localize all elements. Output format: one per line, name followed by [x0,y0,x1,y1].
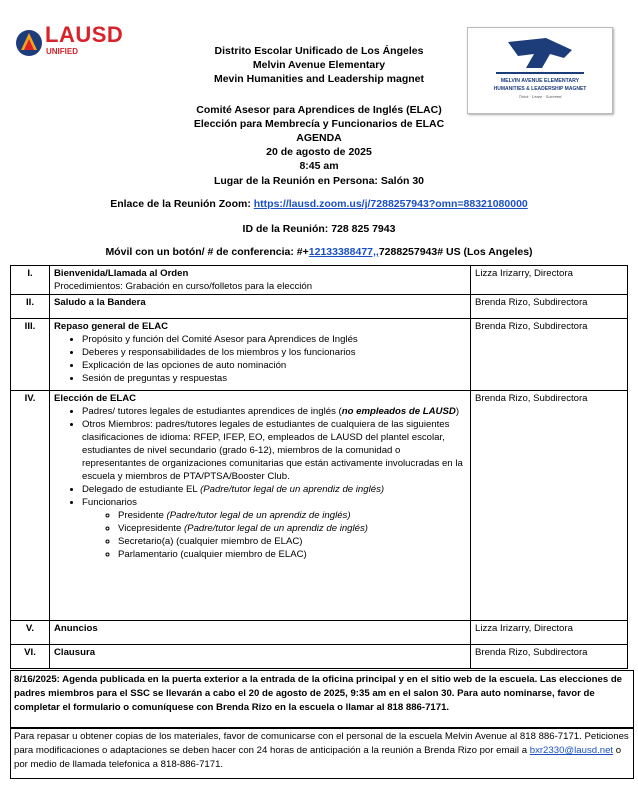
list-item: • Padres/ tutores legales de estudiantes aprendices de inglés (no empleados de LAUSD) [82,405,466,418]
item-list [54,405,466,561]
meeting-id: ID de la Reunión: 728 825 7943 [242,223,396,235]
school-name: Melvin Avenue Elementary [252,59,386,71]
district-name: Distrito Escolar Unificado de Los Ángeles [214,45,424,57]
election-title: Elección para Membrecía y Funcionarios de ELAC [193,118,445,130]
posting-notice: 8/16/2025: Agenda publicada en la puerta exterior a la entrada de la oficina principal y en el sitio web de la escuela. Las elecciones de padres miembros para el SSC se llevarán a cabo el 20 de agosto de 2025, 9:35 am en el salon 30. Para auto nominarse, favor de completar el formulario o comuníquese con Brenda Rizo en la escuela o llamar al 818 886-7171. [10,670,634,729]
email-link[interactable]: bxr2330@lausd.net [529,745,614,756]
item-title: Saludo a la Bandera [50,295,471,319]
presenter: Brenda Rizo, Subdirectora [471,295,628,319]
svg-text:Think · Learn · Succeed: Think · Learn · Succeed [518,94,562,99]
agenda-row: II. Saludo a la Bandera Brenda Rizo, Subdirectora [11,295,628,319]
item-title: Clausura [50,645,471,669]
lausd-subtitle: UNIFIED [46,47,78,56]
list-item: • Otros Miembros: padres/tutores legales de estudiantes de cualquiera de las siguientes clasificaciones de idioma: RFEP, IFEP, EO, empleados de LAUSD del plantel escolar, estudiantes de nivel secundario (grado 6-12), miembros de la comunidad o representantes de organizaciones comunitarias que están activamente involucradas en la escuela y miembros de PTA/PTSA/Booster Club. [82,418,466,483]
svg-text:MELVIN AVENUE ELEMENTARY: MELVIN AVENUE ELEMENTARY [500,78,580,84]
meeting-date: 20 de agosto de 2025 [266,146,372,158]
agenda-title: AGENDA [296,132,342,144]
list-item: • Sesión de preguntas y respuestas [82,372,466,385]
agenda-row: IV. Elección de ELAC • Padres/ tutores legales de estudiantes aprendices de inglés (no empleados de LAUSD) • Otros Miembros: padres/tutores legales de estudiantes de cualquiera de las siguientes clasificaciones de idioma: RFEP, IFEP, EO, empleados de LAUSD del plantel escolar, estudiantes de nivel secundario (grado 6-12), miembros de la comunidad o representantes de organizaciones comunitarias que están activamente involucradas en la escuela y miembros de PTA/PTSA/Booster Club. • Delegado de estudiante EL (Padre/tutor legal de un aprendiz de inglés) • Funcionarios ◦ Presidente (Padre/tutor legal de un aprendiz de inglés) ◦ Vicepresidente (Padre/tutor legal de un aprendiz de inglés) ◦ Secretario(a) (cualquier miembro de ELAC) ◦ Parlamentario (cualquier miembro de ELAC) Brenda Rizo, Subdirectora [11,391,628,621]
list-item: • Delegado de estudiante EL (Padre/tutor legal de un aprendiz de inglés) [82,483,466,496]
lausd-wordmark: LAUSD [45,22,124,47]
item-title: Anuncios [50,621,471,645]
item-title: Repaso general de ELAC [54,321,169,332]
list-item: ◦ Vicepresidente (Padre/tutor legal de un aprendiz de inglés) [118,522,466,535]
presenter: Brenda Rizo, Subdirectora [471,319,628,391]
meeting-location: Lugar de la Reunión en Persona: Salón 30 [213,175,425,187]
item-title: Bienvenida/Llamada al Orden [54,268,189,279]
agenda-row: VI. Clausura Brenda Rizo, Subdirectora [11,645,628,669]
svg-text:HUMANITIES & LEADERSHIP MAGNET: HUMANITIES & LEADERSHIP MAGNET [493,86,587,92]
zoom-line: Enlace de la Reunión Zoom: https://lausd.zoom.us/j/7288257943?omn=88321080000 [110,198,528,210]
list-item: ◦ Parlamentario (cualquier miembro de ELAC) [118,548,466,561]
list-item: • Funcionarios ◦ Presidente (Padre/tutor legal de un aprendiz de inglés) ◦ Vicepresidente (Padre/tutor legal de un aprendiz de inglés) ◦ Secretario(a) (cualquier miembro de ELAC) ◦ Parlamentario (cualquier miembro de ELAC) [82,496,466,561]
meeting-time: 8:45 am [299,160,339,172]
list-item: • Propósito y función del Comité Asesor para Aprendices de Inglés [82,333,466,346]
agenda-table [10,265,628,669]
item-title: Elección de ELAC [54,393,137,404]
item-list [54,333,466,385]
committee-name: Comité Asesor para Aprendices de Inglés (ELAC) [196,104,442,116]
list-item: • Explicación de las opciones de auto nominación [82,359,466,372]
phone-link[interactable]: 12133388477,, [308,246,379,258]
officer-list [82,509,466,561]
presenter: Brenda Rizo, Subdirectora [471,645,628,669]
footer-note: Para repasar u obtener copias de los materiales, favor de comunicarse con el personal de la escuela Melvin Avenue al 818 886-7171. Peticiones para modificaciones o adaptaciones se deben hacer con 24 horas de anticipación a la reunión a Brenda Rizo por email a bxr2330@lausd.net o por medio de llamada telefonica a 818-886-7171. [10,727,634,779]
presenter: Lizza Irizarry, Directora [471,266,628,295]
item-detail: Procedimientos: Grabación en curso/folletos para la elección [54,281,313,292]
agenda-row: I. Bienvenida/Llamada al Orden Procedimientos: Grabación en curso/folletos para la elección Lizza Irizarry, Directora [11,266,628,295]
phone-line: Móvil con un botón/ # de conferencia: #+12133388477,,7288257943# US (Los Angeles) [105,246,533,258]
agenda-row: V. Anuncios Lizza Irizarry, Directora [11,621,628,645]
presenter: Brenda Rizo, Subdirectora [471,391,628,621]
school-magnet: Mevin Humanities and Leadership magnet [213,73,425,85]
list-item: ◦ Secretario(a) (cualquier miembro de ELAC) [118,535,466,548]
agenda-row: III. Repaso general de ELAC • Propósito y función del Comité Asesor para Aprendices de Inglés • Deberes y responsabilidades de los miembros y los funcionarios • Explicación de las opciones de auto nominación • Sesión de preguntas y respuestas Brenda Rizo, Subdirectora [11,319,628,391]
list-item: ◦ Presidente (Padre/tutor legal de un aprendiz de inglés) [118,509,466,522]
zoom-link[interactable]: https://lausd.zoom.us/j/7288257943?omn=88321080000 [253,198,528,210]
presenter: Lizza Irizarry, Directora [471,621,628,645]
list-item: • Deberes y responsabilidades de los miembros y los funcionarios [82,346,466,359]
